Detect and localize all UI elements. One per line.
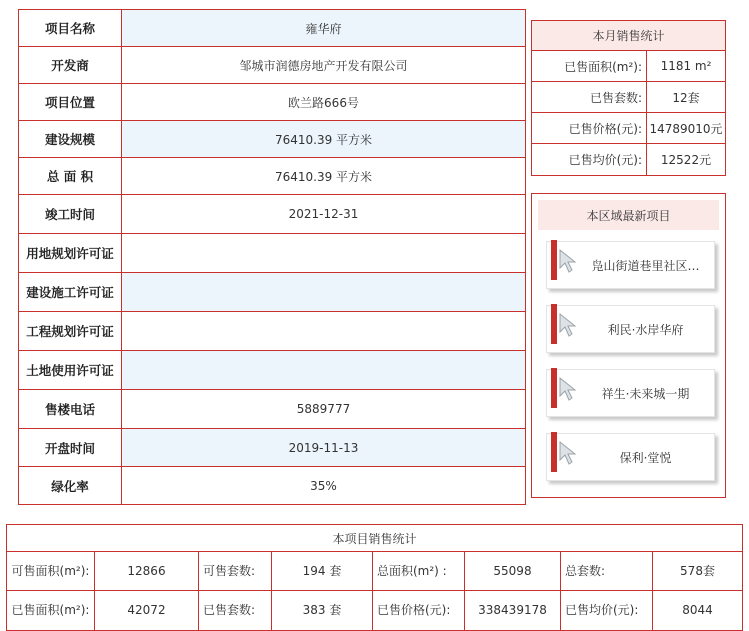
info-row-developer xyxy=(19,47,525,84)
latest-project-card[interactable] xyxy=(546,305,715,353)
latest-projects-panel xyxy=(531,193,726,498)
monthly-label: 已售套数: xyxy=(532,82,647,112)
pointer-cursor-icon xyxy=(557,248,579,274)
info-value xyxy=(122,234,525,272)
stat-label: 已售价格(元): xyxy=(373,591,465,630)
info-label: 售楼电话 xyxy=(19,390,122,428)
project-sales-title: 本项目销售统计 xyxy=(7,525,742,552)
info-row-name xyxy=(19,10,525,47)
project-info-table xyxy=(18,9,526,505)
monthly-value: 1181 m² xyxy=(660,59,712,73)
info-value: 76410.39 平方米 xyxy=(274,169,373,184)
info-label: 工程规划许可证 xyxy=(19,312,122,350)
monthly-label: 已售面积(m²): xyxy=(532,51,647,81)
info-row-greening-rate xyxy=(19,467,525,504)
stat-label: 总套数: xyxy=(561,552,653,590)
monthly-value: 12套 xyxy=(672,90,700,105)
info-value: 5889777 xyxy=(296,402,351,416)
info-row-completion xyxy=(19,195,525,234)
pointer-cursor-icon xyxy=(557,376,579,402)
project-sales-table xyxy=(6,524,743,631)
info-label: 开盘时间 xyxy=(19,429,122,466)
info-row-land-planning-permit xyxy=(19,234,525,273)
info-row-total-area xyxy=(19,158,525,195)
monthly-sales-title: 本月销售统计 xyxy=(532,21,725,51)
stat-value: 42072 xyxy=(95,591,199,630)
info-label: 项目名称 xyxy=(19,10,122,46)
info-label: 建设施工许可证 xyxy=(19,273,122,311)
stat-value: 578套 xyxy=(680,563,715,578)
stat-label: 可售面积(m²): xyxy=(7,552,95,590)
latest-project-name[interactable]: 凫山街道巷里社区… xyxy=(591,258,700,273)
stat-value: 8044 xyxy=(682,603,713,617)
info-label: 建设规模 xyxy=(19,121,122,157)
info-row-engineering-permit xyxy=(19,312,525,351)
pointer-cursor-icon xyxy=(557,440,579,466)
stat-label: 已售面积(m²): xyxy=(7,591,95,630)
info-value: 35% xyxy=(310,478,337,493)
monthly-row xyxy=(532,113,725,144)
monthly-row xyxy=(532,82,725,113)
stat-label: 总面积(m²) : xyxy=(373,552,465,590)
latest-project-card[interactable] xyxy=(546,369,715,417)
info-label: 开发商 xyxy=(19,47,122,83)
monthly-value: 12522元 xyxy=(660,153,712,167)
info-value xyxy=(122,351,525,389)
monthly-label: 已售均价(元): xyxy=(532,144,647,175)
info-row-land-use-permit xyxy=(19,351,525,390)
stat-value: 12866 xyxy=(95,552,199,590)
info-row-construction-permit xyxy=(19,273,525,312)
info-value xyxy=(122,273,525,311)
monthly-row xyxy=(532,144,725,175)
stat-label: 可售套数: xyxy=(199,552,272,590)
stat-value: 194 套 xyxy=(272,552,373,590)
info-row-sales-phone xyxy=(19,390,525,429)
info-label: 用地规划许可证 xyxy=(19,234,122,272)
latest-project-name[interactable]: 保利·堂悦 xyxy=(619,450,672,465)
monthly-value: 14789010元 xyxy=(649,121,723,136)
stat-label: 已售套数: xyxy=(199,591,272,630)
info-row-location xyxy=(19,84,525,121)
info-value: 雍华府 xyxy=(122,10,525,46)
info-value: 2019-11-13 xyxy=(122,429,525,466)
monthly-label: 已售价格(元): xyxy=(532,113,647,143)
info-value: 邹城市润德房地产开发有限公司 xyxy=(239,58,408,73)
project-sales-row-available xyxy=(7,552,742,591)
info-label: 总 面 积 xyxy=(19,158,122,194)
info-label: 土地使用许可证 xyxy=(19,351,122,389)
info-value: 欧兰路666号 xyxy=(288,95,359,110)
latest-projects-title: 本区域最新项目 xyxy=(538,200,719,230)
latest-project-card[interactable] xyxy=(546,241,715,289)
stat-label: 已售均价(元): xyxy=(561,591,653,630)
info-label: 项目位置 xyxy=(19,84,122,120)
info-value xyxy=(122,312,525,350)
info-value: 2021-12-31 xyxy=(288,207,359,221)
stat-value: 383 套 xyxy=(272,591,373,630)
monthly-sales-table xyxy=(531,20,726,176)
info-label: 竣工时间 xyxy=(19,195,122,233)
info-value: 76410.39 平方米 xyxy=(122,121,525,157)
pointer-cursor-icon xyxy=(557,312,579,338)
latest-project-name[interactable]: 利民·水岸华府 xyxy=(607,322,684,337)
stat-value: 338439178 xyxy=(465,591,561,630)
info-row-opening-date xyxy=(19,429,525,467)
latest-project-card[interactable] xyxy=(546,433,715,481)
project-sales-row-sold xyxy=(7,591,742,630)
stat-value: 55098 xyxy=(465,552,561,590)
info-label: 绿化率 xyxy=(19,467,122,504)
monthly-row xyxy=(532,51,725,82)
latest-project-name[interactable]: 祥生·未来城一期 xyxy=(601,386,690,401)
info-row-scale xyxy=(19,121,525,158)
